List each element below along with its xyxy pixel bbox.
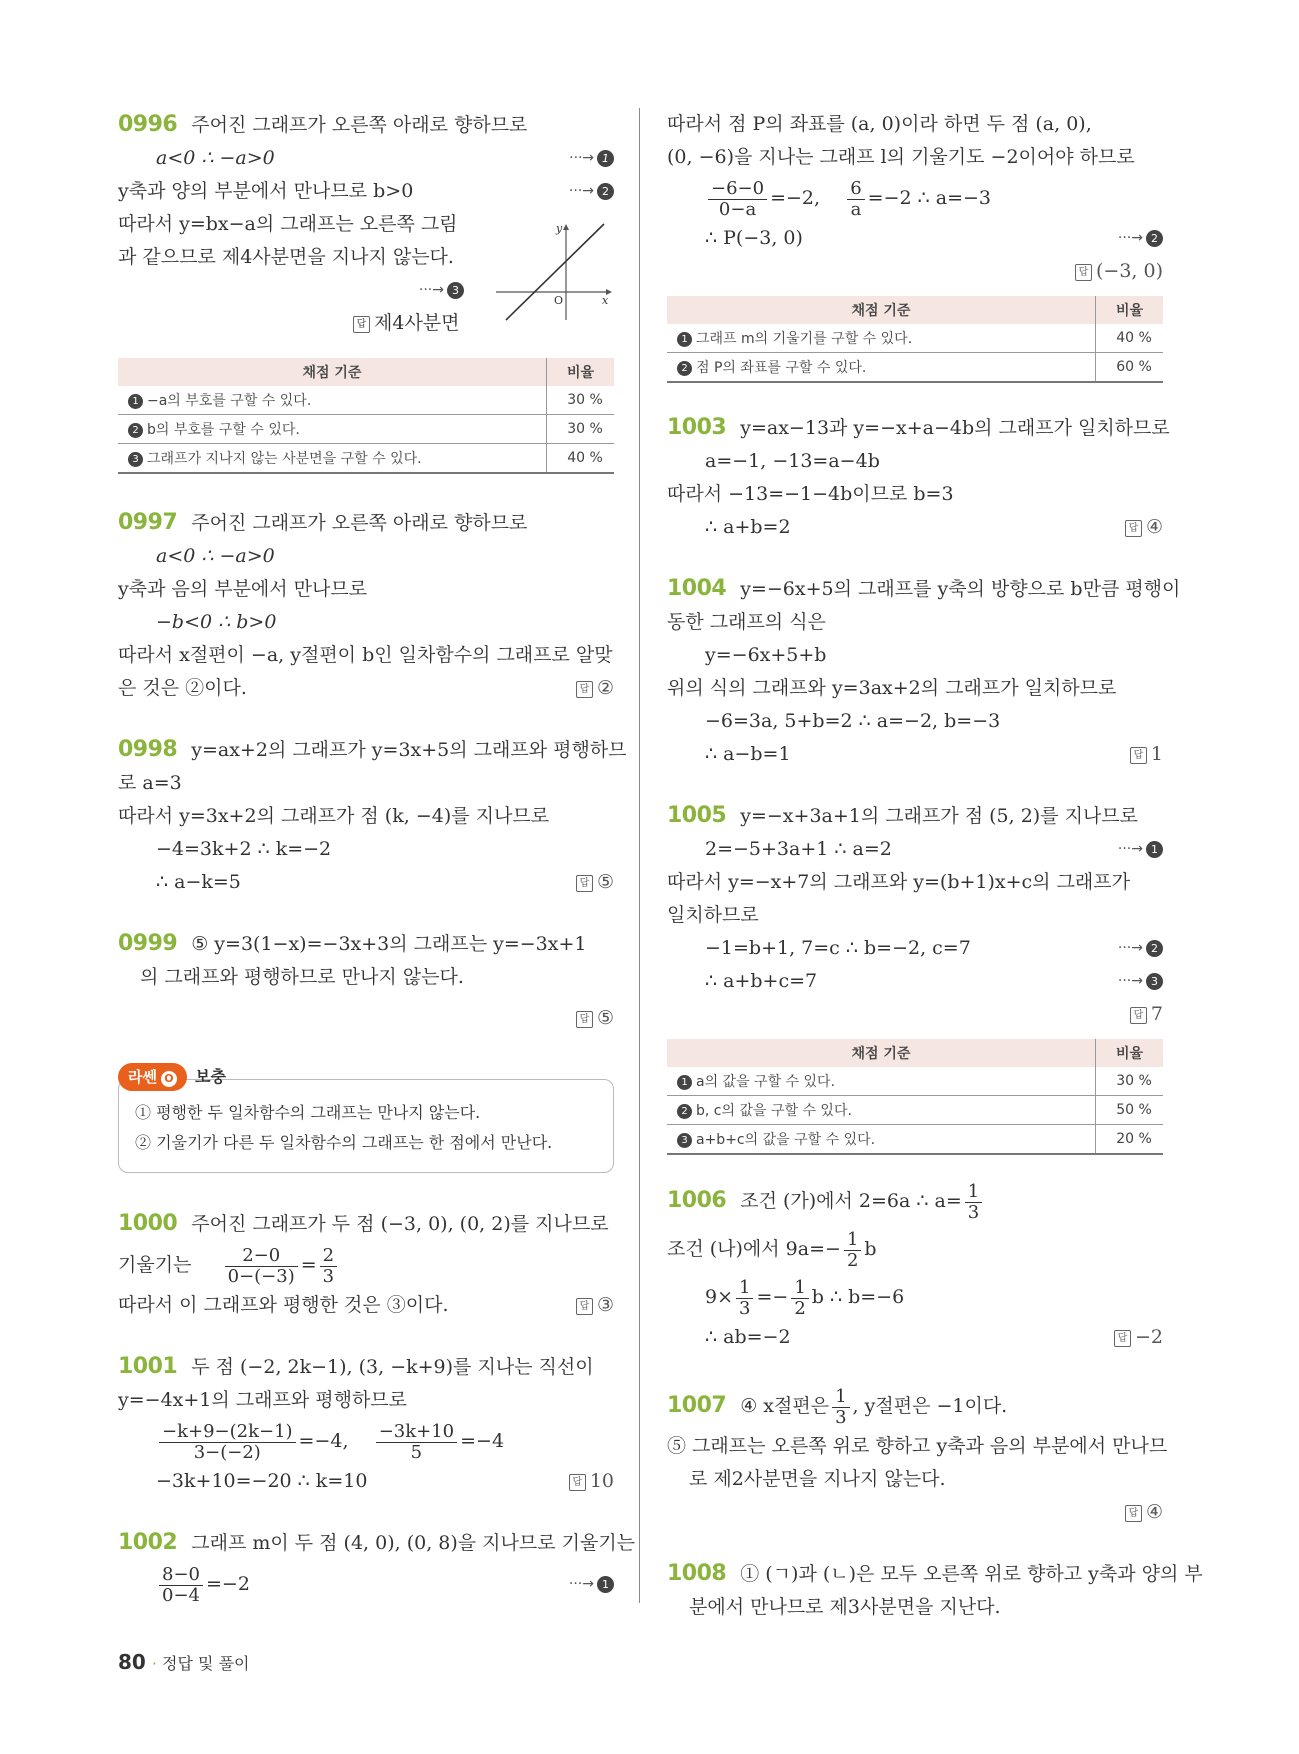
problem-number: 0996: [118, 112, 178, 137]
problem-1002-continued: 따라서 점 P의 좌표를 (a, 0)이라 하면 두 점 (a, 0), (0, −6)을 지나는 그래프 l의 기울기도 −2이어야 하므로 $\frac{-6-0}{0-a}$ =−2, $\frac{6}{a}$ =−2 ∴ a=−3 ∴ P(−3, 0) ···→ 2 답 (−3, 0): [667, 108, 1163, 288]
text-line: 위의 식의 그래프와 y=3ax+2의 그래프가 일치하므로: [667, 677, 1117, 699]
graph-origin-label: O: [554, 294, 564, 307]
text-line: y=ax+2의 그래프가 y=3x+5의 그래프와 평행하므: [191, 739, 627, 761]
text-line: 2=−5+3a+1 ∴ a=2: [705, 838, 892, 860]
table-row: 2 b, c의 값을 구할 수 있다. 50 %: [667, 1096, 1163, 1125]
answer: 답 (−3, 0): [1075, 255, 1163, 288]
text-line: −3k+10=−20 ∴ k=10: [156, 1470, 368, 1492]
text-line: 따라서 −13=−1−4b이므로 b=3: [667, 483, 954, 505]
text-line: 일치하므로: [667, 904, 759, 926]
problem-1007: 1007 ④ x절편은 $\frac{1}{3}$ , y절편은 −1이다. ⑤ 그래프는 오른쪽 위로 향하고 y축과 음의 부분에서 만나므 로 제2사분면을 지나지 않는다. 답 ④: [667, 1382, 1163, 1529]
text-line: y축과 음의 부분에서 만나므로: [118, 578, 368, 600]
text-line: a<0 ∴ −a>0: [156, 545, 275, 567]
text-line: 로 제2사분면을 지나지 않는다.: [689, 1468, 946, 1490]
table-row: 2 b의 부호를 구할 수 있다. 30 %: [118, 415, 614, 444]
fraction: $\frac{1}{3}$: [965, 1182, 982, 1223]
text-line: ① (ㄱ)과 (ㄴ)은 모두 오른쪽 위로 향하고 y축과 양의 부: [740, 1563, 1203, 1585]
fraction: $\frac{1}{3}$: [736, 1278, 753, 1319]
problem-number: 0997: [118, 510, 178, 535]
text-line: ∴ a−k=5: [156, 871, 241, 893]
problem-1001: 1001 두 점 (−2, 2k−1), (3, −k+9)를 지나는 직선이 y=−4x+1의 그래프와 평행하므로 $\frac{-k+9-(2k-1)}{3-(-2)}$ =−4, $\frac{-3k+10}{5}$ =−4 −3k+10=−20 ∴ k=10 답 10: [118, 1350, 614, 1498]
problem-1006: 1006 조건 (가)에서 2=6a ∴ a= $\frac{1}{3}$ 조건 (나)에서 9a=− $\frac{1}{2}$ b 9× $\frac{1}{3}$ =− $\frac{1}{2}$ b ∴ b=−6 ∴ ab=−2 답 −2: [667, 1177, 1163, 1354]
table-row: 1 그래프 m의 기울기를 구할 수 있다. 40 %: [667, 324, 1163, 353]
step-mark-1: ···→ 1: [569, 142, 614, 175]
answer: 답 7: [1130, 998, 1163, 1031]
fraction: $\frac{-6-0}{0-a}$: [708, 179, 767, 220]
table-row: 3 a+b+c의 값을 구할 수 있다. 20 %: [667, 1125, 1163, 1155]
answer: 답 ④: [1125, 511, 1163, 544]
text-line: ⑤ 그래프는 오른쪽 위로 향하고 y축과 음의 부분에서 만나므: [667, 1435, 1168, 1457]
text-line: 기울기는: [118, 1254, 192, 1276]
answer: 답 ③: [576, 1289, 614, 1322]
table-header: 비율: [547, 358, 615, 386]
text-line: 따라서 x절편이 −a, y절편이 b인 일차함수의 그래프로 알맞: [118, 644, 613, 666]
text-line: y축과 양의 부분에서 만나므로 b>0: [118, 180, 414, 202]
answer: 답 −2: [1114, 1321, 1163, 1354]
problem-number: 0999: [118, 931, 178, 956]
table-row: 3 그래프가 지나지 않는 사분면을 구할 수 있다. 40 %: [118, 444, 614, 474]
fraction: $\frac{2}{3}$: [320, 1246, 337, 1287]
problem-number: 1005: [667, 803, 727, 828]
note-line: ① 평행한 두 일차함수의 그래프는 만나지 않는다.: [135, 1103, 481, 1122]
problem-1003: [667, 411, 1170, 544]
text-line: −1=b+1, 7=c ∴ b=−2, c=7: [705, 937, 971, 959]
step-mark-1: ···→ 1: [1118, 833, 1163, 866]
problem-number: 1007: [667, 1393, 727, 1418]
fraction: $\frac{1}{2}$: [791, 1278, 808, 1319]
text-line: 로 a=3: [118, 772, 182, 794]
table-header: 비율: [1096, 296, 1164, 324]
problem-1002: 1002 그래프 m이 두 점 (4, 0), (0, 8)을 지나므로 기울기는 $\frac{8-0}{0-4}$ =−2 ···→ 1: [118, 1526, 614, 1608]
text-line: y=ax−13과 y=−x+a−4b의 그래프가 일치하므로: [740, 417, 1170, 439]
problem-1005: [667, 799, 1163, 1031]
right-column: [667, 108, 1203, 1652]
page-number: 80: [118, 1650, 146, 1674]
text-line: ∴ a+b+c=7: [705, 970, 818, 992]
text-line: 과 같으므로 제4사분면을 지나지 않는다.: [118, 246, 454, 268]
page-footer: 80 · 정답 및 풀이: [118, 1650, 250, 1674]
problem-number: 1001: [118, 1354, 178, 1379]
text-line: y=−4x+1의 그래프와 평행하므로: [118, 1389, 408, 1411]
problem-0999: [118, 927, 614, 1035]
answer: 제4사분면: [374, 312, 460, 334]
graph-y-label: y: [556, 222, 563, 235]
scoring-table-3: [667, 1039, 1163, 1155]
note-header: [118, 1063, 614, 1091]
column-divider: [639, 108, 640, 1603]
table-row: 2 점 P의 좌표를 구할 수 있다. 60 %: [667, 353, 1163, 383]
problem-1008: [667, 1557, 1203, 1624]
problem-number: 1004: [667, 576, 727, 601]
text-line: 따라서 점 P의 좌표를 (a, 0)이라 하면 두 점 (a, 0),: [667, 113, 1092, 135]
fraction: $\frac{1}{2}$: [844, 1230, 861, 1271]
scoring-table-1: [118, 358, 614, 474]
text-line: 따라서 이 그래프와 평행한 것은 ③이다.: [118, 1294, 449, 1316]
step-mark-3: ···→ 3: [1118, 965, 1163, 998]
text-line: 9×: [705, 1286, 734, 1308]
step-mark-2: ···→ 2: [1118, 222, 1163, 255]
text-line: y=−x+3a+1의 그래프가 점 (5, 2)를 지나므로: [740, 805, 1139, 827]
fraction: $\frac{6}{a}$: [847, 179, 864, 220]
text-line: y=−6x+5+b: [705, 644, 827, 666]
text-line: 주어진 그래프가 두 점 (−3, 0), (0, 2)를 지나므로: [191, 1213, 609, 1235]
text-line: 주어진 그래프가 오른쪽 아래로 향하므로: [191, 114, 528, 136]
step-mark-1: ···→ 1: [569, 1560, 614, 1608]
text-line: 따라서 y=3x+2의 그래프가 점 (k, −4)를 지나므로: [118, 805, 550, 827]
text-line: ④ x절편은: [740, 1395, 830, 1417]
problem-number: 0998: [118, 737, 178, 762]
text-line: 은 것은 ②이다.: [118, 677, 247, 699]
note-title: 보충: [194, 1067, 226, 1086]
table-row: 1 a의 값을 구할 수 있다. 30 %: [667, 1067, 1163, 1096]
step-mark-2: ···→ 2: [1118, 932, 1163, 965]
text-line: ∴ ab=−2: [705, 1326, 791, 1348]
text-line: 동한 그래프의 식은: [667, 611, 826, 633]
step-mark-2: ···→ 2: [569, 175, 614, 208]
text-line: 조건 (나)에서 9a=−: [667, 1238, 841, 1260]
fraction: $\frac{-k+9-(2k-1)}{3-(-2)}$: [159, 1422, 296, 1463]
table-row: 1 −a의 부호를 구할 수 있다. 30 %: [118, 386, 614, 415]
problem-number: 1008: [667, 1561, 727, 1586]
answer: 답 ⑤: [576, 866, 614, 899]
fraction: $\frac{1}{3}$: [832, 1387, 849, 1428]
problem-1004: [667, 572, 1181, 771]
text-line: −b<0 ∴ b>0: [156, 611, 277, 633]
problem-0998: [118, 733, 627, 899]
text-line: −4=3k+2 ∴ k=−2: [156, 838, 332, 860]
text-line: 두 점 (−2, 2k−1), (3, −k+9)를 지나는 직선이: [191, 1356, 594, 1378]
text-line: (0, −6)을 지나는 그래프 l의 기울기도 −2이어야 하므로: [667, 146, 1135, 168]
table-header: 채점 기준: [667, 296, 1096, 324]
scoring-table-2: [667, 296, 1163, 383]
fraction: $\frac{2-0}{0-(-3)}$: [225, 1246, 298, 1287]
answer: 답 10: [569, 1465, 614, 1498]
text-line: y=−6x+5의 그래프를 y축의 방향으로 b만큼 평행이: [740, 578, 1181, 600]
answer: 답 1: [1130, 738, 1163, 771]
problem-number: 1003: [667, 415, 727, 440]
text-line: 조건 (가)에서 2=6a ∴ a=: [740, 1190, 962, 1212]
problem-number: 1006: [667, 1188, 727, 1213]
text-line: ⑤ y=3(1−x)=−3x+3의 그래프는 y=−3x+1: [191, 933, 587, 955]
graph-figure: [494, 220, 614, 322]
step-mark-3: ···→ 3: [419, 274, 464, 307]
problem-0997: [118, 506, 614, 705]
answer: 답 ④: [1125, 1496, 1163, 1529]
text-line: 의 그래프와 평행하므로 만나지 않는다.: [140, 966, 464, 988]
problem-1000: 1000 주어진 그래프가 두 점 (−3, 0), (0, 2)를 지나므로 기울기는 $\frac{2-0}{0-(-3)}$ = $\frac{2}{3}$ 따라서 이 그래프와 평행한 것은 ③이다. 답 ③: [118, 1207, 614, 1322]
text-line: ∴ a−b=1: [705, 743, 791, 765]
fraction: $\frac{-3k+10}{5}$: [376, 1422, 457, 1463]
answer-icon: 답: [353, 316, 370, 333]
answer: 답 ⑤: [576, 1002, 614, 1035]
text-line: −6=3a, 5+b=2 ∴ a=−2, b=−3: [705, 710, 1001, 732]
note-badge: 라쎈 O: [118, 1063, 187, 1091]
table-header: 채점 기준: [118, 358, 547, 386]
problem-0996: [118, 108, 614, 340]
problem-number: 1000: [118, 1211, 178, 1236]
text-line: ∴ P(−3, 0): [705, 227, 803, 249]
footer-label: 정답 및 풀이: [162, 1654, 250, 1673]
text-line: 주어진 그래프가 오른쪽 아래로 향하므로: [191, 512, 528, 534]
problem-number: 1002: [118, 1530, 178, 1555]
note-box: [118, 1079, 614, 1173]
answer: 답 ②: [576, 672, 614, 705]
text-line: 그래프 m이 두 점 (4, 0), (0, 8)을 지나므로 기울기는: [191, 1532, 636, 1554]
text-line: ∴ a+b=2: [705, 516, 791, 538]
text-line: a=−1, −13=a−4b: [705, 450, 880, 472]
left-column: [118, 108, 636, 1636]
table-header: 비율: [1096, 1039, 1164, 1067]
note-line: ② 기울기가 다른 두 일차함수의 그래프는 한 점에서 만난다.: [135, 1133, 553, 1152]
text-line: a<0 ∴ −a>0: [156, 147, 275, 169]
text-line: 따라서 y=bx−a의 그래프는 오른쪽 그림: [118, 213, 458, 235]
table-header: 채점 기준: [667, 1039, 1096, 1067]
fraction: $\frac{8-0}{0-4}$: [159, 1565, 203, 1606]
supplement-note: [118, 1063, 614, 1173]
graph-x-label: x: [602, 294, 609, 307]
text-line: 따라서 y=−x+7의 그래프와 y=(b+1)x+c의 그래프가: [667, 871, 1130, 893]
text-line: 분에서 만나므로 제3사분면을 지난다.: [689, 1596, 1001, 1618]
